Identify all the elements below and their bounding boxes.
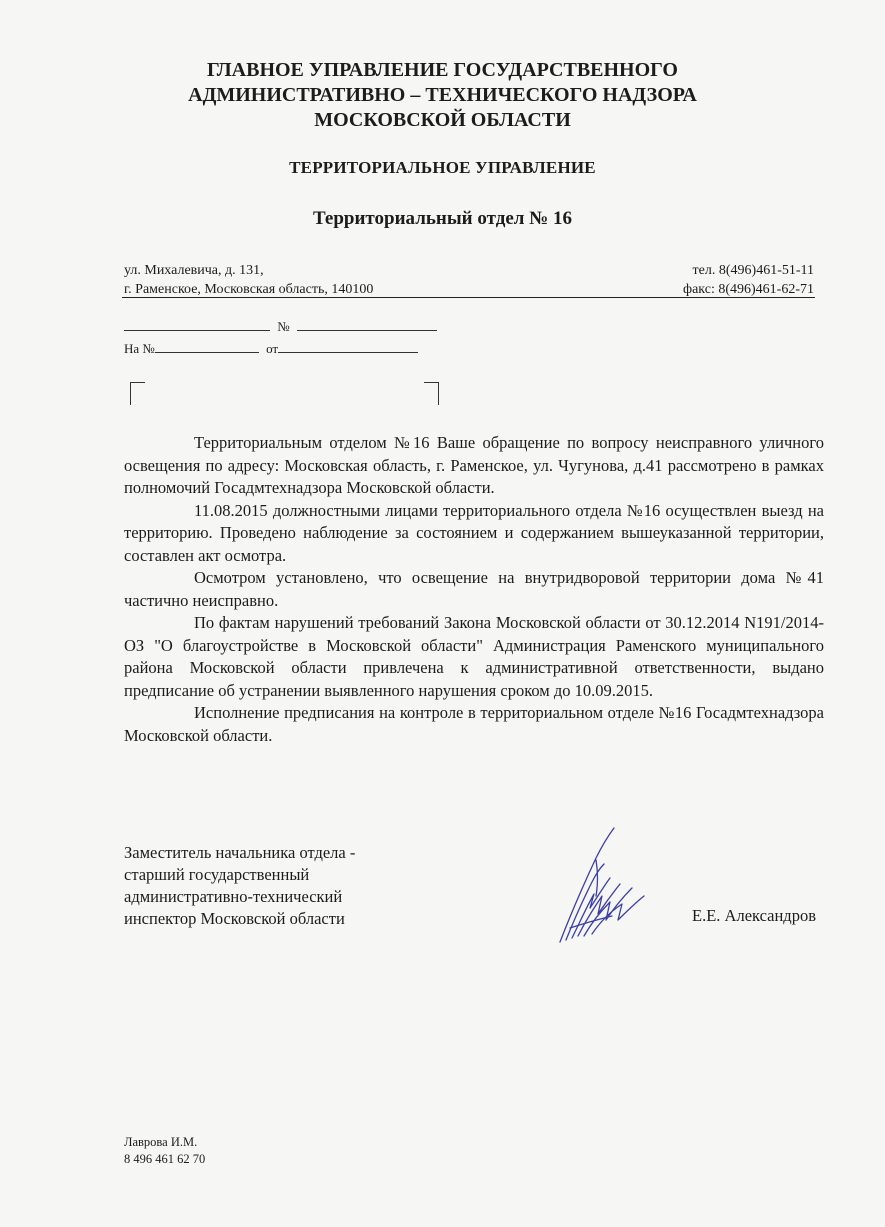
body-paragraph: По фактам нарушений требований Закона Московской области от 30.12.2014 N191/2014-ОЗ "О благоустройстве в Московской области" Администрация Раменского муниципального района Московской области привлечена к административной ответственности, выдано предписание об устранении выявленного нарушения сроком до 10.09.2015. <box>124 613 824 700</box>
body-paragraph: Исполнение предписания на контроле в территориальном отделе №16 Госадмтехнадзора Московской области. <box>124 703 824 745</box>
reply-to-label: На № <box>124 341 155 356</box>
agency-title-line: ГЛАВНОЕ УПРАВЛЕНИЕ ГОСУДАРСТВЕННОГО <box>207 59 678 81</box>
agency-title-line: МОСКОВСКОЙ ОБЛАСТИ <box>314 109 571 131</box>
number-label: № <box>277 319 290 334</box>
header-divider <box>122 297 815 298</box>
outgoing-number-field <box>124 318 437 335</box>
executor-phone: 8 496 461 62 70 <box>124 1152 206 1166</box>
addressee-corner-mark-left <box>130 382 145 405</box>
agency-title <box>0 58 885 133</box>
address-street: ул. Михалевича, д. 131, <box>124 263 264 278</box>
addressee-corner-mark-right <box>424 382 439 405</box>
signer-position-line: инспектор Московской области <box>124 909 345 928</box>
signer-position-line: административно-технический <box>124 887 343 906</box>
phone-number: тел. 8(496)461-51-11 <box>692 263 814 278</box>
signer-position <box>124 842 355 930</box>
handwritten-signature <box>552 824 652 948</box>
signer-position-line: Заместитель начальника отдела - <box>124 843 356 862</box>
body-paragraph: Территориальным отделом №16 Ваше обращение по вопросу неисправного уличного освещения по адресу: Московская область, г. Раменское, ул. Чугунова, д.41 рассмотрено в рамках полномочий Госадмтехнадзора Московской области. <box>124 433 824 497</box>
phone-contacts <box>683 261 814 299</box>
executor-info <box>124 1134 205 1168</box>
fax-number: факс: 8(496)461-62-71 <box>683 282 814 297</box>
date-blank-line <box>124 318 270 331</box>
reply-date-label: от <box>266 341 279 356</box>
postal-address <box>124 261 373 299</box>
signer-position-line: старший государственный <box>124 865 310 884</box>
executor-name: Лаврова И.М. <box>124 1135 198 1149</box>
incoming-reference-field <box>124 340 418 357</box>
reply-date-blank-line <box>278 340 418 353</box>
letter-body <box>124 432 824 747</box>
body-paragraph: Осмотром установлено, что освещение на внутридворовой территории дома №41 частично неисправно. <box>124 568 824 610</box>
number-blank-line <box>297 318 437 331</box>
agency-title-line: АДМИНИСТРАТИВНО – ТЕХНИЧЕСКОГО НАДЗОРА <box>188 84 697 106</box>
reply-number-blank-line <box>155 340 259 353</box>
subagency-title: ТЕРРИТОРИАЛЬНОЕ УПРАВЛЕНИЕ <box>289 158 596 177</box>
department-title: Территориальный отдел № 16 <box>312 208 573 229</box>
signer-name: Е.Е. Александров <box>692 906 816 925</box>
body-paragraph: 11.08.2015 должностными лицами территориального отдела №16 осуществлен выезд на территорию. Проведено наблюдение за состоянием и содержанием вышеуказанной территории, составлен акт осмотра. <box>124 500 824 565</box>
address-city: г. Раменское, Московская область, 140100 <box>124 282 374 297</box>
